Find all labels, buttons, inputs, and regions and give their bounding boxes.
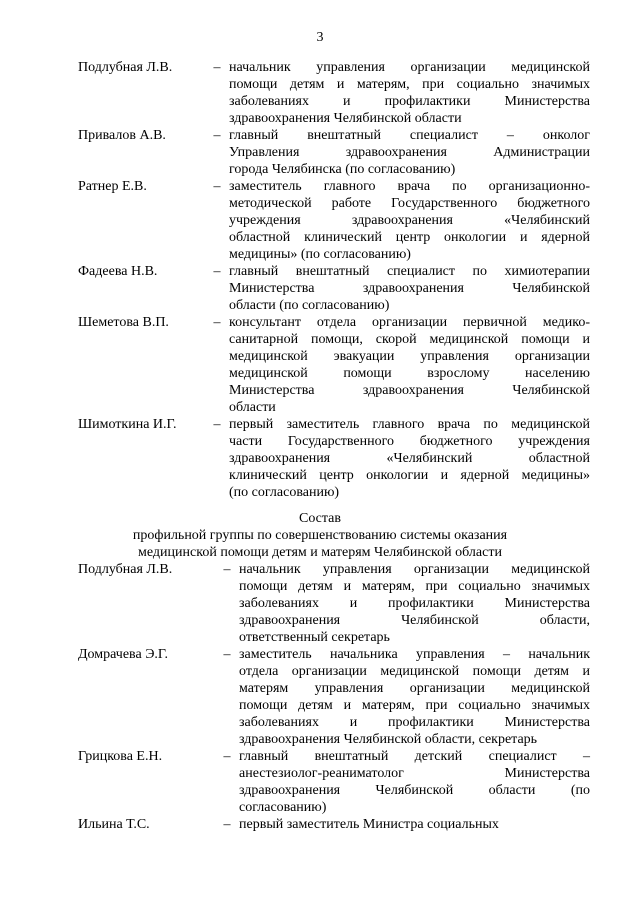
position-line: главный внештатный детский специалист – xyxy=(239,749,590,764)
member-entry xyxy=(78,561,590,646)
member-entry xyxy=(78,263,590,314)
member-position xyxy=(239,816,590,833)
position-line: здравоохранения Челябинской области xyxy=(229,111,462,126)
member-name: Ратнер Е.В. xyxy=(78,179,147,194)
member-position xyxy=(229,416,590,501)
member-name: Фадеева Н.В. xyxy=(78,264,158,279)
position-line: консультант отдела организации первичной медико- xyxy=(229,315,590,330)
position-line: методической работе Государственного бюджетного xyxy=(229,196,590,211)
position-line: заболеваниях и профилактики Министерства xyxy=(239,596,590,611)
group-title xyxy=(0,510,640,561)
title-heading: Состав xyxy=(298,511,341,526)
page-number: 3 xyxy=(316,30,324,45)
position-line: Министерства здравоохранения Челябинской xyxy=(229,281,590,296)
entry-dash: – xyxy=(223,817,231,832)
member-position xyxy=(229,314,590,416)
entry-dash: – xyxy=(213,417,221,432)
position-line: заместитель главного врача по организационно- xyxy=(229,179,590,194)
member-entry xyxy=(78,127,590,178)
member-entry xyxy=(78,416,590,501)
position-line: клинический центр онкологии и ядерной медицины» xyxy=(229,468,590,483)
position-line: санитарной помощи, скорой медицинской помощи и xyxy=(229,332,590,347)
position-line: медицинской эвакуации управления организации xyxy=(229,349,590,364)
position-line: (по согласованию) xyxy=(229,485,340,500)
member-entry xyxy=(78,748,590,816)
position-line: Управления здравоохранения Администрации xyxy=(229,145,590,160)
position-line: области xyxy=(229,400,276,415)
position-line: начальник управления организации медицинской xyxy=(229,60,590,75)
position-line: ответственный секретарь xyxy=(239,630,390,645)
member-name: Домрачева Э.Г. xyxy=(78,647,168,662)
member-position xyxy=(229,127,590,178)
entry-dash: – xyxy=(213,60,221,75)
member-name: Подлубная Л.В. xyxy=(78,562,173,577)
member-position xyxy=(239,748,590,816)
members-list-profile-group xyxy=(78,561,590,833)
member-name: Подлубная Л.В. xyxy=(78,60,173,75)
position-line: медицины» (по согласованию) xyxy=(229,247,411,262)
position-line: отдела организации медицинской помощи детям и xyxy=(239,664,590,679)
entry-dash: – xyxy=(213,128,221,143)
entry-dash: – xyxy=(213,315,221,330)
member-name: Привалов А.В. xyxy=(78,128,166,143)
position-line: анестезиолог-реаниматолог Министерства xyxy=(239,766,590,781)
position-line: учреждения здравоохранения «Челябинский xyxy=(229,213,590,228)
position-line: заместитель начальника управления – начальник xyxy=(239,647,590,662)
member-position xyxy=(229,178,590,263)
position-line: области (по согласованию) xyxy=(229,298,390,313)
position-line: первый заместитель Министра социальных xyxy=(239,817,499,832)
position-line: матерям управления организации медицинской xyxy=(239,681,590,696)
member-name: Ильина Т.С. xyxy=(78,817,150,832)
position-line: здравоохранения Челябинской области (по xyxy=(239,783,590,798)
member-entry xyxy=(78,59,590,127)
member-name: Грицкова Е.Н. xyxy=(78,749,163,764)
position-line: здравоохранения Челябинской области, xyxy=(239,613,590,628)
position-line: города Челябинска (по согласованию) xyxy=(229,162,456,177)
position-line: заболеваниях и профилактики Министерства xyxy=(239,715,590,730)
position-line: здравоохранения «Челябинский областной xyxy=(229,451,590,466)
entry-dash: – xyxy=(223,647,231,662)
entry-dash: – xyxy=(213,264,221,279)
position-line: заболеваниях и профилактики Министерства xyxy=(229,94,590,109)
position-line: помощи детям и матерям, при социально значимых xyxy=(229,77,590,92)
position-line: медицинской помощи взрослому населению xyxy=(229,366,590,381)
member-entry xyxy=(78,816,590,833)
position-line: главный внештатный специалист по химиотерапии xyxy=(229,264,590,279)
position-line: главный внештатный специалист – онколог xyxy=(229,128,590,143)
member-entry xyxy=(78,314,590,416)
title-subtitle-line-1: профильной группы по совершенствованию системы оказания xyxy=(132,528,508,543)
member-position xyxy=(229,263,590,314)
position-line: согласованию) xyxy=(239,800,327,815)
position-line: помощи детям и матерям, при социально значимых xyxy=(239,579,590,594)
position-line: помощи детям и матерям, при социально значимых xyxy=(239,698,590,713)
position-line: начальник управления организации медицинской xyxy=(239,562,590,577)
position-line: областной клинический центр онкологии и ядерной xyxy=(229,230,590,245)
position-line: части Государственного бюджетного учреждения xyxy=(229,434,590,449)
member-position xyxy=(239,561,590,646)
position-line: Министерства здравоохранения Челябинской xyxy=(229,383,590,398)
member-name: Шеметова В.П. xyxy=(78,315,169,330)
title-subtitle-line-2: медицинской помощи детям и матерям Челябинской области xyxy=(138,545,502,560)
member-name: Шимоткина И.Г. xyxy=(78,417,177,432)
member-position xyxy=(239,646,590,748)
members-list-previous xyxy=(78,59,590,501)
position-line: здравоохранения Челябинской области, секретарь xyxy=(239,732,538,747)
member-entry xyxy=(78,646,590,748)
member-entry xyxy=(78,178,590,263)
entry-dash: – xyxy=(213,179,221,194)
entry-dash: – xyxy=(223,562,231,577)
entry-dash: – xyxy=(223,749,231,764)
position-line: первый заместитель главного врача по медицинской xyxy=(229,417,590,432)
member-position xyxy=(229,59,590,127)
